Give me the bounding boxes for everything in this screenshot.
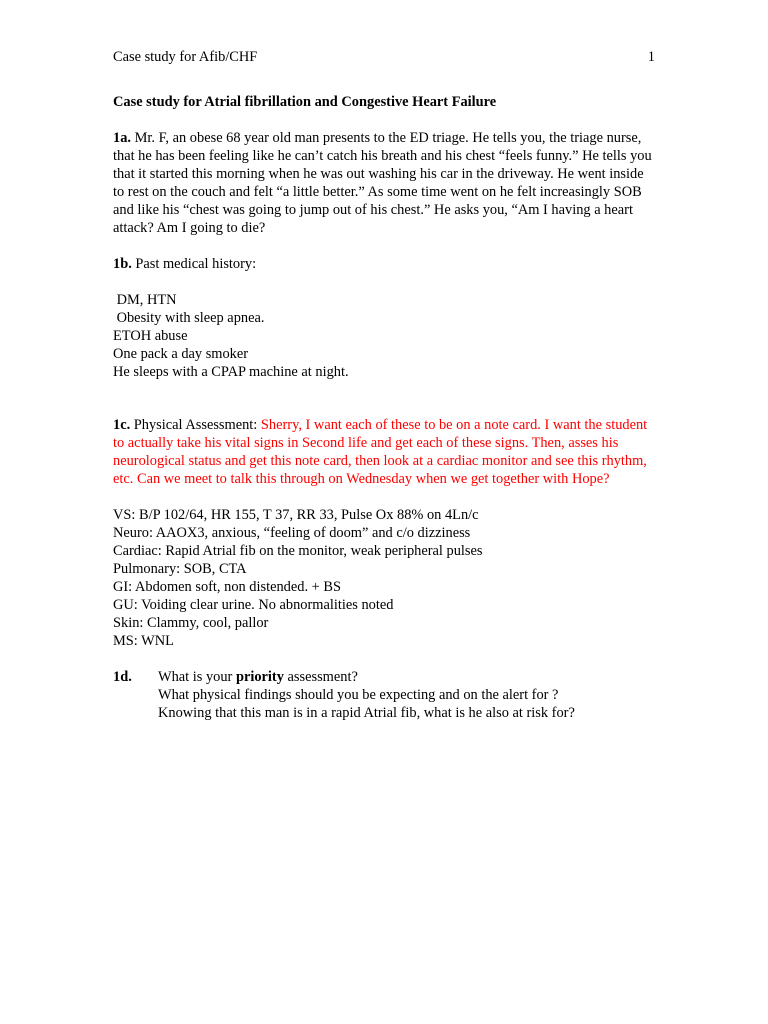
- history-item: One pack a day smoker: [113, 346, 249, 362]
- section-1b-label: 1b.: [113, 256, 132, 272]
- page-header: [113, 48, 655, 66]
- section-1d: [113, 668, 658, 722]
- history-item: Obesity with sleep apnea.: [113, 310, 265, 326]
- section-1b-text: Past medical history:: [131, 256, 257, 272]
- finding-cardiac: Cardiac: Rapid Atrial fib on the monitor, weak peripheral pulses: [113, 543, 483, 559]
- document-body: [113, 93, 658, 722]
- running-title: Case study for Afib/CHF: [113, 49, 258, 65]
- finding-vitals: VS: B/P 102/64, HR 155, T 37, RR 33, Pulse Ox 88% on 4Ln/c: [113, 507, 479, 523]
- document-title: Case study for Atrial fibrillation and Congestive Heart Failure: [113, 94, 497, 110]
- finding-pulmonary: Pulmonary: SOB, CTA: [113, 561, 247, 577]
- section-1a-text: Mr. F, an obese 68 year old man presents to the ED triage. He tells you, the triage nurse, that he has been feeling like he can’t catch his breath and his chest “feels funny.” He tells you that it started this morning when he was out washing his car in the driveway. He went inside to rest on the couch and felt “a little better.” As some time went on he felt increasingly SOB and like his “chest was going to jump out of his chest.” He asks you, “Am I having a heart attack? Am I going to die?: [113, 130, 652, 236]
- history-item: He sleeps with a CPAP machine at night.: [113, 364, 349, 380]
- section-1d-questions: [158, 668, 575, 722]
- finding-ms: MS: WNL: [113, 633, 174, 649]
- question-priority: [158, 668, 575, 686]
- section-1c-text: Physical Assessment:: [130, 417, 261, 433]
- finding-gu: GU: Voiding clear urine. No abnormalities noted: [113, 597, 394, 613]
- question-text: What is your: [158, 669, 236, 685]
- section-1c: [113, 416, 658, 488]
- page-number: 1: [647, 49, 655, 65]
- finding-neuro: Neuro: AAOX3, anxious, “feeling of doom” and c/o dizziness: [113, 525, 471, 541]
- question-emphasis: priority: [235, 669, 284, 685]
- section-1c-label: 1c.: [113, 417, 131, 433]
- finding-gi: GI: Abdomen soft, non distended. + BS: [113, 579, 341, 595]
- question-findings: What physical findings should you be expecting and on the alert for ?: [158, 687, 559, 703]
- section-1a: [113, 129, 658, 237]
- instructor-note: Sherry, I want each of these to be on a note card. I want the student to actually take his vital signs in Second life and get each of these signs. Then, asses his neurological status and get this note card, then look at a cardiac monitor and see this rhythm, etc. Can we meet to talk this through on Wednesday when we get together with Hope?: [113, 417, 648, 487]
- finding-skin: Skin: Clammy, cool, pallor: [113, 615, 269, 631]
- section-1b: [113, 255, 658, 273]
- medical-history-list: [113, 291, 658, 381]
- history-item: ETOH abuse: [113, 328, 188, 344]
- question-risk: Knowing that this man is in a rapid Atrial fib, what is he also at risk for?: [158, 705, 575, 721]
- section-1d-label: 1d.: [113, 669, 132, 685]
- history-item: DM, HTN: [113, 292, 177, 308]
- question-text: assessment?: [283, 669, 358, 685]
- assessment-findings: [113, 506, 658, 650]
- section-1a-label: 1a.: [113, 130, 131, 146]
